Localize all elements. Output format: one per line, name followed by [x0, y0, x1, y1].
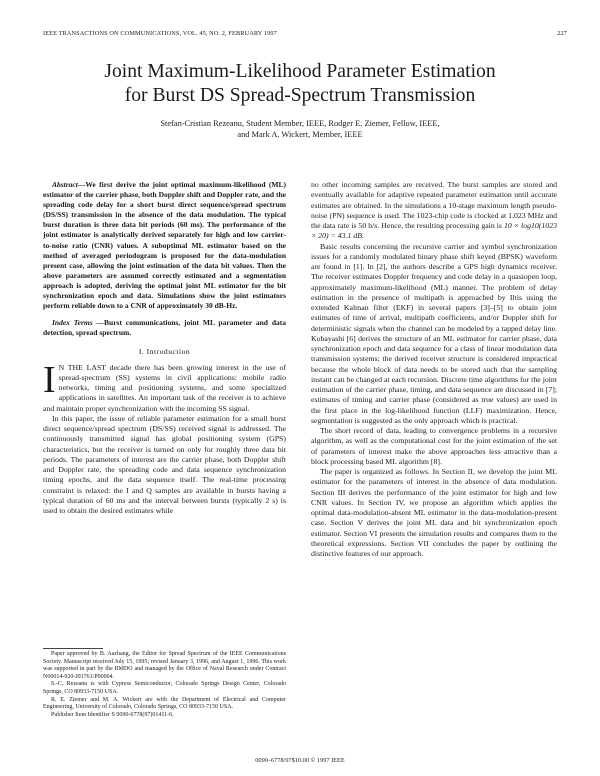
footnote-ziemer-wickert: R. E. Ziemer and M. A. Wickert are with the Department of Electrical and Computer Engineering, University of Colorado, Colorado Springs, CO 80933-7150 USA.	[43, 696, 286, 711]
right-column	[311, 180, 557, 559]
intro-paragraph-2: In this paper, the issue of reliable parameter estimation for a small burst direct sequence/spread spectrum (DS/SS) received signal is addressed. The continuously transmitted signal has global positioning system (GPS) characteristics, but the receiver is turned on only for roughly three data bit periods. The parameters of interest are the carrier phase, both Doppler shift and Doppler rate, the spreading code and data sequence synchronization timing epochs, and the data sequence itself. The real-time processing constraint is relaxed: the I and Q samples are available in bursts having a typical duration of 60 ms and the interval between bursts (typically 2 s) is used to obtain the desired estimates while	[43, 413, 286, 516]
right-paragraph-4: The paper is organized as follows. In Section II, we develop the joint ML estimator for the parameters of interest in the absence of data modulation. Section III derives the performance of the joint estimator for high and low CNR values. In Section IV, we propose an algorithm which applies the optimal data-modulation-absent ML estimator in the data-modulation-present case. Section V derives the joint ML data and bit synchronization epoch estimator. Section VI presents the simulation results and compares them to the theoretical expressions. Section VII concludes the paper by outlining the distinctive features of our approach.	[311, 467, 557, 558]
section-heading-introduction: I. Introduction	[138, 347, 191, 357]
right-paragraph-2: Basic results concerning the recursive carrier and symbol synchronization issues for a randomly modulated binary phase shift keyed (BPSK) waveform are found in [1]. In [2], the authors describe a GPS high dynamics receiver. The receiver estimates Doppler frequency and code delay in a quasiopen loop, approximately maximum-likelihood (ML) manner. The problem of delay estimation in the presence of multipath is approached by Iltis using the extended Kalman filter (EKF) in several papers [3]–[5] to obtain joint estimates of time of arrival, multipath coefficients, and/or Doppler shift for deterministic signals when the channel can be modeled by a tapped delay line. Kobayashi [6] derives the structure of an ML estimator for carrier phase, data synchronization epoch and data sequence for a class of linear modulation data transmission systems; the derived receiver structure is considered impractical because the whole block of data needs to be stored such that the sampling instant can be changed at each recursion. Discrete time algorithms for the joint estimation of the carrier phase, timing, and data sequence are discussed in [7]; estimates of timing and carrier phase (considered as true values) are used in the first place in the log-likelihood function (LLF) maximization. Hence, segmentation is suggested as the only approach which is practical.	[311, 241, 557, 425]
intro-paragraph-1-text: decade there has been growing interest in the use of spread-spectrum (SS) systems in civil applications: mobile radio networks, timing and positioning systems, and some specialized applications in satellites. An important task of the receiver is to achieve and maintain proper synchronization with the incoming SS signal.	[43, 362, 286, 413]
footnotes	[43, 651, 286, 719]
authors-line-1: Stefan-Cristian Rezeanu, Student Member, IEEE, Rodger E. Ziemer, Fellow, IEEE,	[160, 119, 440, 128]
intro-lead-words: N THE LAST	[58, 362, 106, 372]
page-number: 227	[557, 30, 567, 37]
abstract-label: Abstract	[52, 180, 78, 189]
index-terms: Index Terms —Burst communications, joint ML parameter and data detection, spread spectrum.	[43, 318, 286, 338]
index-terms-label: Index Terms	[52, 318, 93, 328]
right-paragraph-1	[311, 180, 557, 242]
footnote-rezeanu: S.-C. Rezeanu is with Cypress Semiconductor, Colorado Springs Design Center, Colorado Springs, CO 80933-7150 USA.	[43, 681, 286, 695]
footnote-manuscript: Paper approved by B. Aazhang, the Editor for Spread Spectrum of the IEEE Communications Society. Manuscript received July 15, 1995; revised January 3, 1996, and August 1, 1996. This work was supported in part by the BMDO and managed by the Office of Naval Research under Contract N00014-920-J01761/P00004.	[43, 651, 286, 680]
left-column	[43, 180, 286, 516]
footnote-rule	[43, 648, 103, 649]
footnote-publisher-id: Publisher Item Identifier S 0090-6778(97)01411-6.	[51, 711, 174, 718]
right-paragraph-1-text: no other incoming samples are received. The burst samples are stored and eventually available for adaptive repeated parameter estimation until accurate estimates are obtained. In the simulations a 10-stage maximum length pseudo-noise (PN) sequence is used. The 1023-chip code is clocked at 1.023 MHz and the data rate is 50 b/s. Hence, the resulting processing gain is	[311, 180, 557, 230]
authors-line-2: and Mark A. Wickert, Member, IEEE	[237, 130, 363, 139]
abstract: Abstract—We first derive the joint optimal maximum-likelihood (ML) estimator of the carrier phase, both Doppler shift and Doppler rate, and the spreading code delay for a short burst direct sequence/spread spectrum (DS/SS) transmission in the absence of the data modulation. The typical burst duration is three data bit periods (60 ms). The performance of the joint estimator is analytically derived separately for high and low carrier-to-noise ratio (CNR) values. A suboptimal ML estimator based on the method of averaged periodogram is proposed for the data-modulation present case, allowing the joint estimation of the data bit values. Then the above parameters are assumed correctly estimated and a segmentation approach is adopted, deriving the optimal joint ML estimator for the bit synchronization epoch and data. Simulations show the joint estimators perform reliable down to a CNR of approximately 30 dB-Hz.	[43, 180, 286, 311]
abstract-text: We first derive the joint optimal maximum-likelihood (ML) estimator of the carrier phase, both Doppler shift and Doppler rate, and the spreading code delay for a short burst direct sequence/spread spectrum (DS/SS) transmission in the absence of the data modulation. The typical burst duration is three data bit periods (60 ms). The performance of the joint estimator is analytically derived separately for high and low carrier-to-noise ratio (CNR) values. A suboptimal ML estimator based on the method of averaged periodogram is proposed for the data-modulation present case, allowing the joint estimation of the data bit values. Then the above parameters are assumed correctly estimated and a segmentation approach is adopted, deriving the optimal joint ML estimator for the bit synchronization epoch and data. Simulations show the joint estimators perform reliable down to a CNR of approximately 30 dB-Hz.	[43, 180, 286, 311]
processing-gain-formula: 10 × log10(1023 × 20) = 43.1 dB.	[311, 221, 557, 241]
index-terms-text: Burst communications, joint ML parameter and data detection, spread spectrum.	[43, 318, 286, 338]
paper-title-line-1: Joint Maximum-Likelihood Parameter Estimation	[104, 61, 496, 82]
copyright-footer: 0090–6778/97$10.00 © 1997 IEEE	[255, 757, 345, 764]
intro-paragraph-1	[43, 363, 286, 414]
right-paragraph-3: The short record of data, leading to convergence problems in a recursive algorithm, as well as the computational cost for the joint estimation of the set of parameters of interest make the above approaches less attractive than a block processing based ML algorithm [8].	[311, 426, 557, 466]
running-header-journal: IEEE TRANSACTIONS ON COMMUNICATIONS, VOL. 45, NO. 2, FEBRUARY 1997	[43, 30, 277, 37]
paper-title-line-2: for Burst DS Spread-Spectrum Transmission	[124, 85, 476, 106]
drop-cap: I	[43, 362, 56, 401]
